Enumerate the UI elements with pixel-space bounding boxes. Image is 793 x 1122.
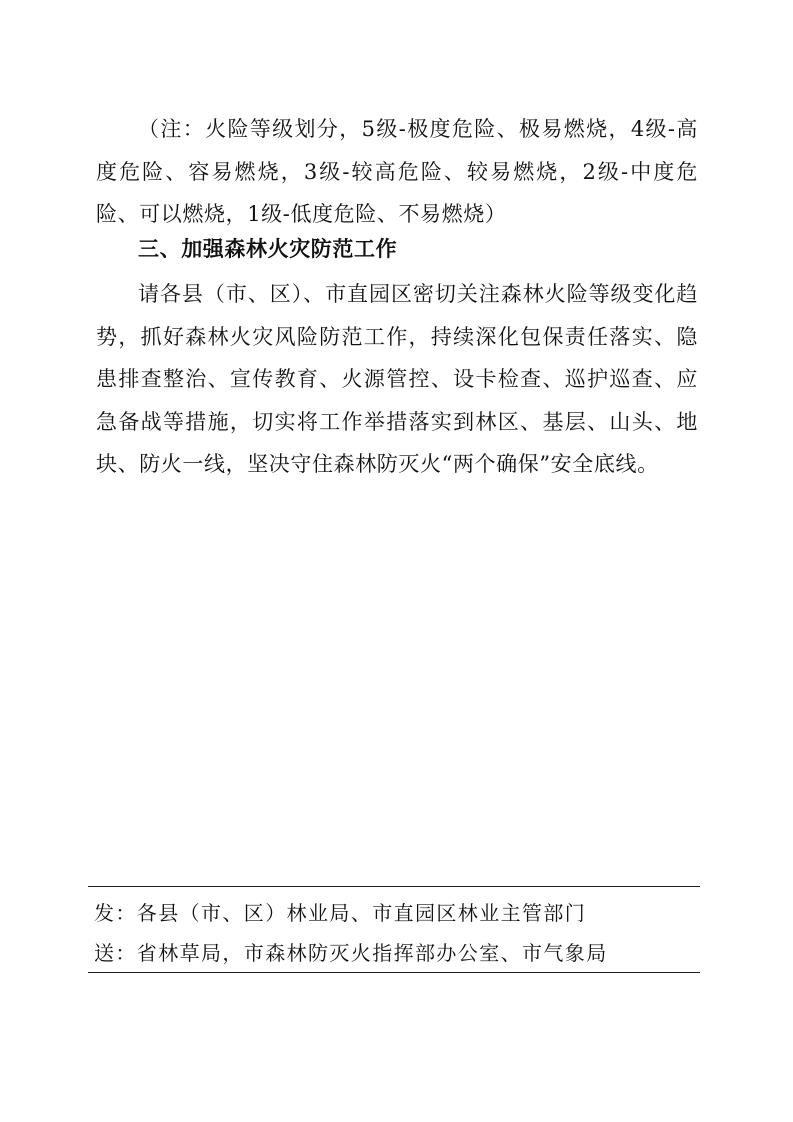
copy-to-line: 送：省林草局，市森林防灭火指挥部办公室、市气象局 [94,941,608,965]
bottom-divider [88,972,700,973]
fire-danger-level-note: （注：火险等级划分，5级-极度危险、极易燃烧，4级-高度危险、容易燃烧，3级-较高危险、较易燃烧，2级-中度危险、可以燃烧，1级-低度危险、不易燃烧） [96,117,698,226]
send-to-line: 发：各县（市、区）林业局、市直园区林业主管部门 [94,901,587,925]
section-paragraph: 请各县（市、区）、市直园区密切关注森林火险等级变化趋势，抓好森林火灾风险防范工作，持续深化包保责任落实、隐患排查整治、宣传教育、火源管控、设卡检查、巡护巡查、应急备战等措施，切实将工作举措落实到林区、基层、山头、地块、防火一线，坚决守住森林防灭火“两个确保”安全底线。 [96,282,698,476]
distribution-block [88,886,700,974]
top-divider [88,886,700,887]
section-heading: 三、加强森林火灾防范工作 [138,237,398,261]
